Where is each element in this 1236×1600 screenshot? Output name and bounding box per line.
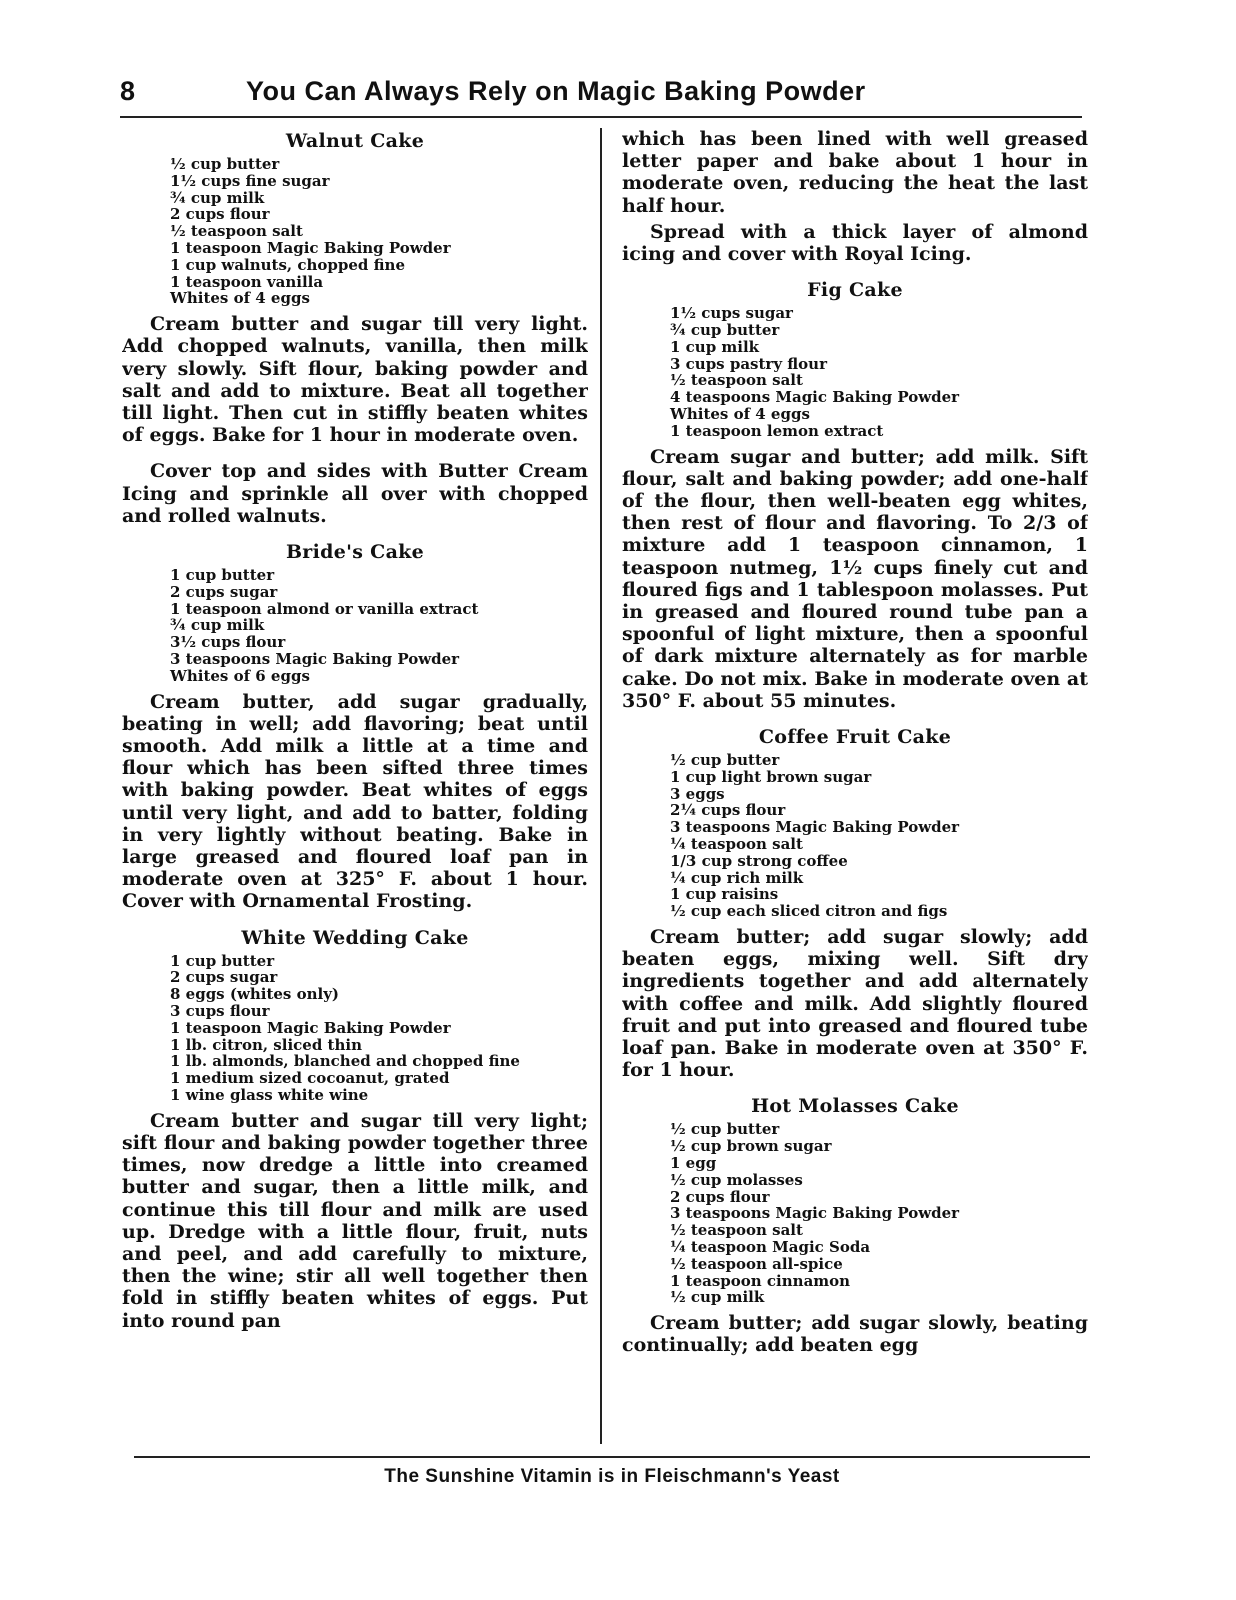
ingredient-item: 3 teaspoons Magic Baking Powder [170,649,460,668]
directions-paragraph: Cream butter; add sugar slowly; add beaten eggs, mixing well. Sift dry ingredients together and add alternately with coffee and milk. Add slightly floured fruit and put into greased and floured tube loaf pan. Bake in moderate oven at 350° F. for 1 hour. [622,926,1088,1082]
recipe-title: Hot Molasses Cake [751,1095,959,1118]
recipe-title: Fig Cake [807,279,903,302]
ingredient-item: ½ teaspoon all-spice [670,1254,843,1273]
recipe-title: Bride's Cake [285,541,425,563]
ingredient-list [122,567,588,685]
directions-paragraph: Cream butter and sugar till very light; sift flour and baking powder together three times, now dredge a little into creamed butter and sugar, then a little milk, and continue this till flour and milk are used up. Dredge with a little flour, fruit, nuts and peel, and add carefully to mixture, then the wine; stir all well together then fold in stiffly beaten whites of eggs. Put into round pan [122,1109,588,1332]
ingredient-item: 3 teaspoons Magic Baking Powder [670,1204,960,1223]
page-footer [134,1456,1090,1488]
column-divider [600,128,602,1444]
left-column [122,128,588,1448]
recipe-walnut-cake [122,130,588,527]
ingredient-item: 2 cups flour [170,205,270,224]
ingredient-item: ½ cup butter [670,751,780,770]
ingredient-item: 1 teaspoon Magic Baking Powder [170,238,451,257]
ingredient-item: Whites of 4 eggs [670,405,810,423]
ingredient-item: ¼ cup rich milk [670,868,804,887]
ingredient-item: 1 cup walnuts, chopped fine [170,255,405,274]
ingredient-item: 1½ cups fine sugar [170,171,330,190]
ingredient-item: 1 egg [670,1154,717,1173]
ingredient-item: ½ cup brown sugar [670,1137,832,1156]
ingredient-item: ¾ cup butter [670,321,780,340]
right-column [622,128,1088,1448]
ingredient-item: 2 cups sugar [170,582,278,601]
running-title: You Can Always Rely on Magic Baking Powder [246,76,866,106]
ingredient-item: 1/3 cup strong coffee [670,851,848,870]
continued-text [622,128,1088,265]
continued-paragraph: Spread with a thick layer of almond icing and cover with Royal Icing. [622,220,1088,266]
ingredient-item: 1 cup raisins [670,885,779,904]
recipe-hot-molasses-cake [622,1095,1088,1356]
ingredient-item: 1 cup butter [170,566,275,584]
ingredient-item: 1 cup light brown sugar [670,767,872,786]
ingredient-item: ½ cup molasses [670,1170,803,1189]
ingredient-item: 1 teaspoon vanilla [170,272,324,291]
ingredient-list [622,305,1088,439]
directions-paragraph: Cream butter and sugar till very light. Add chopped walnuts, vanilla, then milk very slowly. Sift flour, baking powder and salt and add to mixture. Beat all together till light. Then cut in stiffly beaten whites of eggs. Bake for 1 hour in moderate oven. [122,313,588,447]
ingredient-item: ½ cup butter [670,1120,780,1139]
ingredient-item: 3 cups pastry flour [670,354,827,373]
footer-text: The Sunshine Vitamin is in Fleischmann's Yeast [384,1466,840,1487]
ingredient-list [622,752,1088,920]
continued-paragraph: which has been lined with well greased letter paper and bake about 1 hour in moderate oven, reducing the heat the last half hour. [622,128,1088,217]
ingredient-item: ½ cup butter [170,155,280,173]
ingredient-item: 1 lb. almonds, blanched and chopped fine [170,1052,520,1071]
recipe-fig-cake [622,279,1088,712]
recipe-title: Walnut Cake [285,130,425,152]
ingredient-list [122,156,588,307]
ingredient-item: ½ teaspoon salt [670,371,803,390]
ingredient-item: ½ teaspoon salt [170,222,303,241]
ingredient-item: Whites of 6 eggs [170,666,310,685]
recipe-white-wedding-cake [122,927,588,1332]
ingredient-item: ¼ teaspoon Magic Soda [670,1238,871,1256]
ingredient-item: ¾ cup milk [170,188,265,207]
ingredient-item: ½ cup each sliced citron and figs [670,902,948,921]
ingredient-item: 1 lb. citron, sliced thin [170,1035,362,1054]
ingredient-item: 1 teaspoon lemon extract [670,421,884,440]
ingredient-item: 2 cups flour [670,1187,770,1206]
ingredient-list [622,1121,1088,1306]
ingredient-item: ¼ teaspoon salt [670,835,803,854]
ingredient-item: 8 eggs (whites only) [170,985,340,1004]
ingredient-item: 1 cup butter [170,951,275,970]
directions-paragraph: Cream butter; add sugar slowly, beating continually; add beaten egg [622,1312,1088,1357]
ingredient-item: 1 medium sized cocoanut, grated [170,1069,450,1088]
ingredient-item: 3 teaspoons Magic Baking Powder [670,818,960,837]
ingredient-item: 1 wine glass white wine [170,1085,369,1104]
recipe-brides-cake [122,541,588,913]
recipe-title: White Wedding Cake [241,926,469,949]
page-number: 8 [120,76,136,106]
ingredient-item: 3 eggs [670,784,725,803]
ingredient-item: 2 cups sugar [170,968,278,987]
ingredient-item: 2¼ cups flour [670,801,786,820]
ingredient-item: 4 teaspoons Magic Baking Powder [670,388,960,407]
recipe-coffee-fruit-cake [622,726,1088,1081]
directions-paragraph: Cream sugar and butter; add milk. Sift flour, salt and baking powder; add one-half of the flour, then well-beaten egg whites, then rest of flour and flavoring. To 2/3 of mixture add 1 teaspoon cinnamon, 1 teaspoon nutmeg, 1½ cups finely cut and floured figs and 1 tablespoon molasses. Put in greased and floured round tube pan a spoonful of light mixture, then a spoonful of dark mixture alternately as for marble cake. Do not mix. Bake in moderate oven at 350° F. about 55 minutes. [622,445,1088,712]
page-header [120,72,1082,118]
ingredient-item: ¾ cup milk [170,616,265,635]
ingredient-item: 1 teaspoon cinnamon [670,1271,851,1290]
recipe-title: Coffee Fruit Cake [758,726,952,749]
ingredient-item: 1½ cups sugar [670,304,793,323]
ingredient-item: Whites of 4 eggs [170,289,310,308]
ingredient-item: 3 cups flour [170,1002,270,1020]
ingredient-item: 3½ cups flour [170,633,286,652]
ingredient-item: 1 teaspoon Magic Baking Powder [170,1018,451,1037]
directions-paragraph: Cream butter, add sugar gradually, beating in well; add flavoring; beat until smooth. Add milk a little at a time and flour which has been sifted three times with baking powder. Beat whites of eggs until very light, and add to batter, folding in very lightly without beating. Bake in large greased and floured loaf pan in moderate oven at 325° F. about 1 hour. Cover with Ornamental Frosting. [122,690,588,913]
ingredient-item: ½ cup milk [670,1288,765,1307]
ingredient-item: 1 cup milk [670,337,760,356]
ingredient-list [122,953,588,1104]
ingredient-item: 1 teaspoon almond or vanilla extract [170,599,479,618]
directions-paragraph: Cover top and sides with Butter Cream Icing and sprinkle all over with chopped and rolled walnuts. [122,460,588,527]
ingredient-item: ½ teaspoon salt [670,1221,803,1240]
